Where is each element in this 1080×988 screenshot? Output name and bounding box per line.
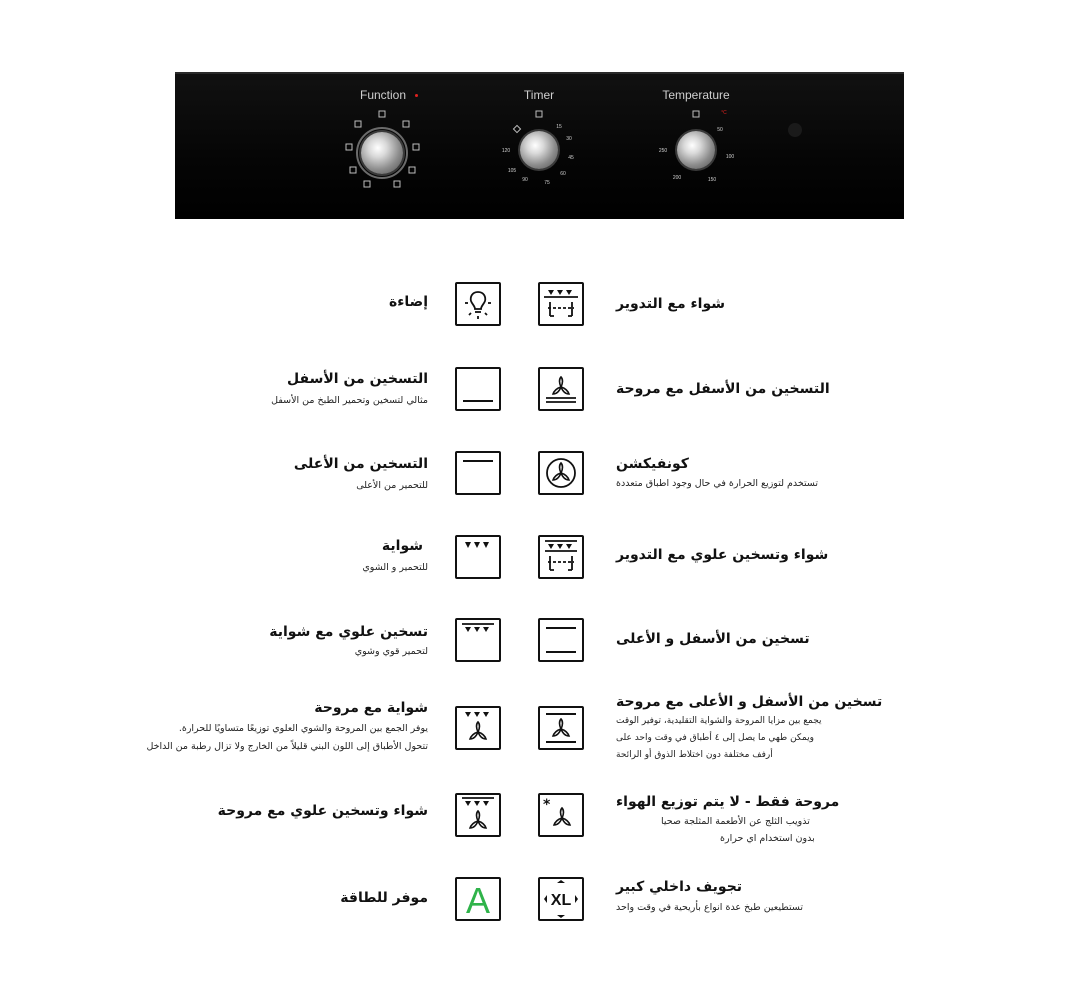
- function-desc-bottom-top-fan-2: ويمكن طهي ما يصل إلى ٤ أطباق في وقت واحد على: [616, 733, 814, 743]
- function-knob-ring: [356, 127, 408, 179]
- fan-only-icon: [538, 793, 584, 837]
- function-desc-bottom-heat: مثالي لتسخين وتحمير الطبخ من الأسفل: [271, 395, 428, 406]
- convection-icon: [538, 451, 584, 495]
- timer-label: Timer: [523, 88, 555, 102]
- function-desc-grill-fan-1: يوفر الجمع بين المروحة والشوي العلوي توزيعًا متساويًا للحرارة.: [178, 723, 428, 734]
- energy-saver-icon: [455, 877, 501, 921]
- function-title-xl-cavity: تجويف داخلي كبير: [616, 879, 743, 895]
- function-icon-lower-right: [409, 167, 416, 174]
- function-title-grill-fan: شواية مع مروحة: [314, 700, 428, 716]
- function-icon-bottom-left: [364, 181, 371, 188]
- temperature-tick: 250: [658, 148, 668, 154]
- temperature-tick: 150: [707, 177, 717, 183]
- function-title-top-heat-grill: تسخين علوي مع شواية: [269, 624, 428, 640]
- function-desc-grill-fan-2: تتحول الأطباق إلى اللون البني قليلاً من الخارج ولا تزال رطبة من الداخل: [146, 741, 428, 752]
- xl-cavity-text: XL: [550, 892, 572, 909]
- grill-icon: [455, 535, 501, 579]
- function-desc-bottom-top-fan-1: يجمع بين مزايا المروحة والشواية التقليدية، توفير الوقت: [616, 716, 822, 726]
- function-label: Function: [359, 88, 407, 102]
- grill-rotisserie-icon: [538, 282, 584, 326]
- function-desc-top-heat-grill: لتحمير قوي وشوي: [354, 646, 428, 657]
- oven-control-panel: [175, 72, 904, 219]
- timer-tick: 75: [544, 180, 550, 186]
- panel-indicator-light: [788, 123, 802, 137]
- function-icon-lower-left: [350, 167, 357, 174]
- timer-tick: 60: [560, 171, 566, 177]
- temperature-tick: 200: [672, 175, 682, 181]
- timer-tick: 30: [566, 136, 572, 142]
- function-title-top-heat: التسخين من الأعلى: [293, 456, 428, 472]
- svg-text:*: *: [543, 797, 551, 813]
- bottom-top-heat-fan-icon: [538, 706, 584, 750]
- function-desc-bottom-top-fan-3: أرفف مختلفة دون اختلاط الذوق أو الرائحة: [616, 750, 773, 760]
- top-heat-icon: [455, 451, 501, 495]
- function-desc-top-heat: للتحمير من الأعلى: [356, 480, 428, 491]
- function-title-bottom-heat-fan: التسخين من الأسفل مع مروحة: [616, 381, 830, 397]
- timer-clock-icon: [536, 111, 543, 118]
- bottom-top-heat-icon: [538, 618, 584, 662]
- function-icon-upper-right: [403, 121, 410, 128]
- function-desc-fan-only-1: تذويب الثلج عن الأطعمة المثلجة صحيا: [661, 816, 810, 827]
- function-title-light: إضاءة: [388, 294, 428, 310]
- function-icon-bottom-right: [394, 181, 401, 188]
- function-desc-convection: تستخدم لتوزيع الحرارة في حال وجود اطباق متعددة: [616, 478, 818, 489]
- timer-tick: 90: [522, 177, 528, 183]
- function-title-grill: شواية: [381, 538, 423, 554]
- function-desc-xl-cavity: تستطيعين طبخ عدة انواع بأريحية في وقت واحد: [616, 902, 804, 913]
- function-title-convection: كونفيكشن: [616, 456, 689, 472]
- function-icon-right: [413, 144, 420, 151]
- function-title-bottom-heat: التسخين من الأسفل: [287, 371, 428, 387]
- function-icon-left: [346, 144, 353, 151]
- function-icon-upper-left: [355, 121, 362, 128]
- bottom-heat-fan-icon: [538, 367, 584, 411]
- timer-tick: 45: [568, 155, 574, 161]
- function-title-bottom-top-heat: تسخين من الأسفل و الأعلى: [616, 631, 810, 647]
- top-heat-grill-icon: [455, 618, 501, 662]
- grill-fan-icon: [455, 706, 501, 750]
- timer-tick: 105: [507, 168, 517, 174]
- function-desc-fan-only-2: بدون استخدام اي حرارة: [720, 833, 815, 844]
- timer-tick: 120: [501, 148, 511, 154]
- light-icon: [455, 282, 501, 326]
- temperature-tick: 50: [717, 127, 723, 133]
- thermometer-icon: [693, 111, 700, 118]
- function-title-grill-top-rotisserie: شواء وتسخين علوي مع التدوير: [616, 547, 829, 563]
- bottom-heat-icon: [455, 367, 501, 411]
- timer-manual-icon: [513, 125, 521, 133]
- temperature-label: Temperature: [662, 88, 730, 102]
- grill-top-heat-fan-icon: [455, 793, 501, 837]
- function-desc-grill: للتحمير و الشوي: [362, 562, 428, 573]
- function-title-fan-only: مروحة فقط - لا يتم توزيع الهواء: [616, 794, 840, 810]
- xl-cavity-icon: [538, 877, 584, 921]
- timer-tick: 15: [556, 124, 562, 130]
- function-title-eco: موفر للطاقة: [340, 890, 428, 906]
- temperature-tick: 100: [725, 154, 735, 160]
- energy-saver-letter: A: [465, 880, 491, 919]
- function-indicator-dot: [415, 94, 418, 97]
- function-title-grill-top-fan: شواء وتسخين علوي مع مروحة: [217, 803, 428, 819]
- temperature-knob[interactable]: [677, 131, 715, 169]
- function-title-grill-rotisserie: شواء مع التدوير: [616, 296, 726, 312]
- grill-top-heat-rotisserie-icon: [538, 535, 584, 579]
- function-title-bottom-top-fan: تسخين من الأسفل و الأعلى مع مروحة: [616, 694, 883, 710]
- function-icon-top: [379, 111, 386, 118]
- timer-knob[interactable]: [520, 131, 558, 169]
- temperature-unit: °C: [721, 110, 727, 116]
